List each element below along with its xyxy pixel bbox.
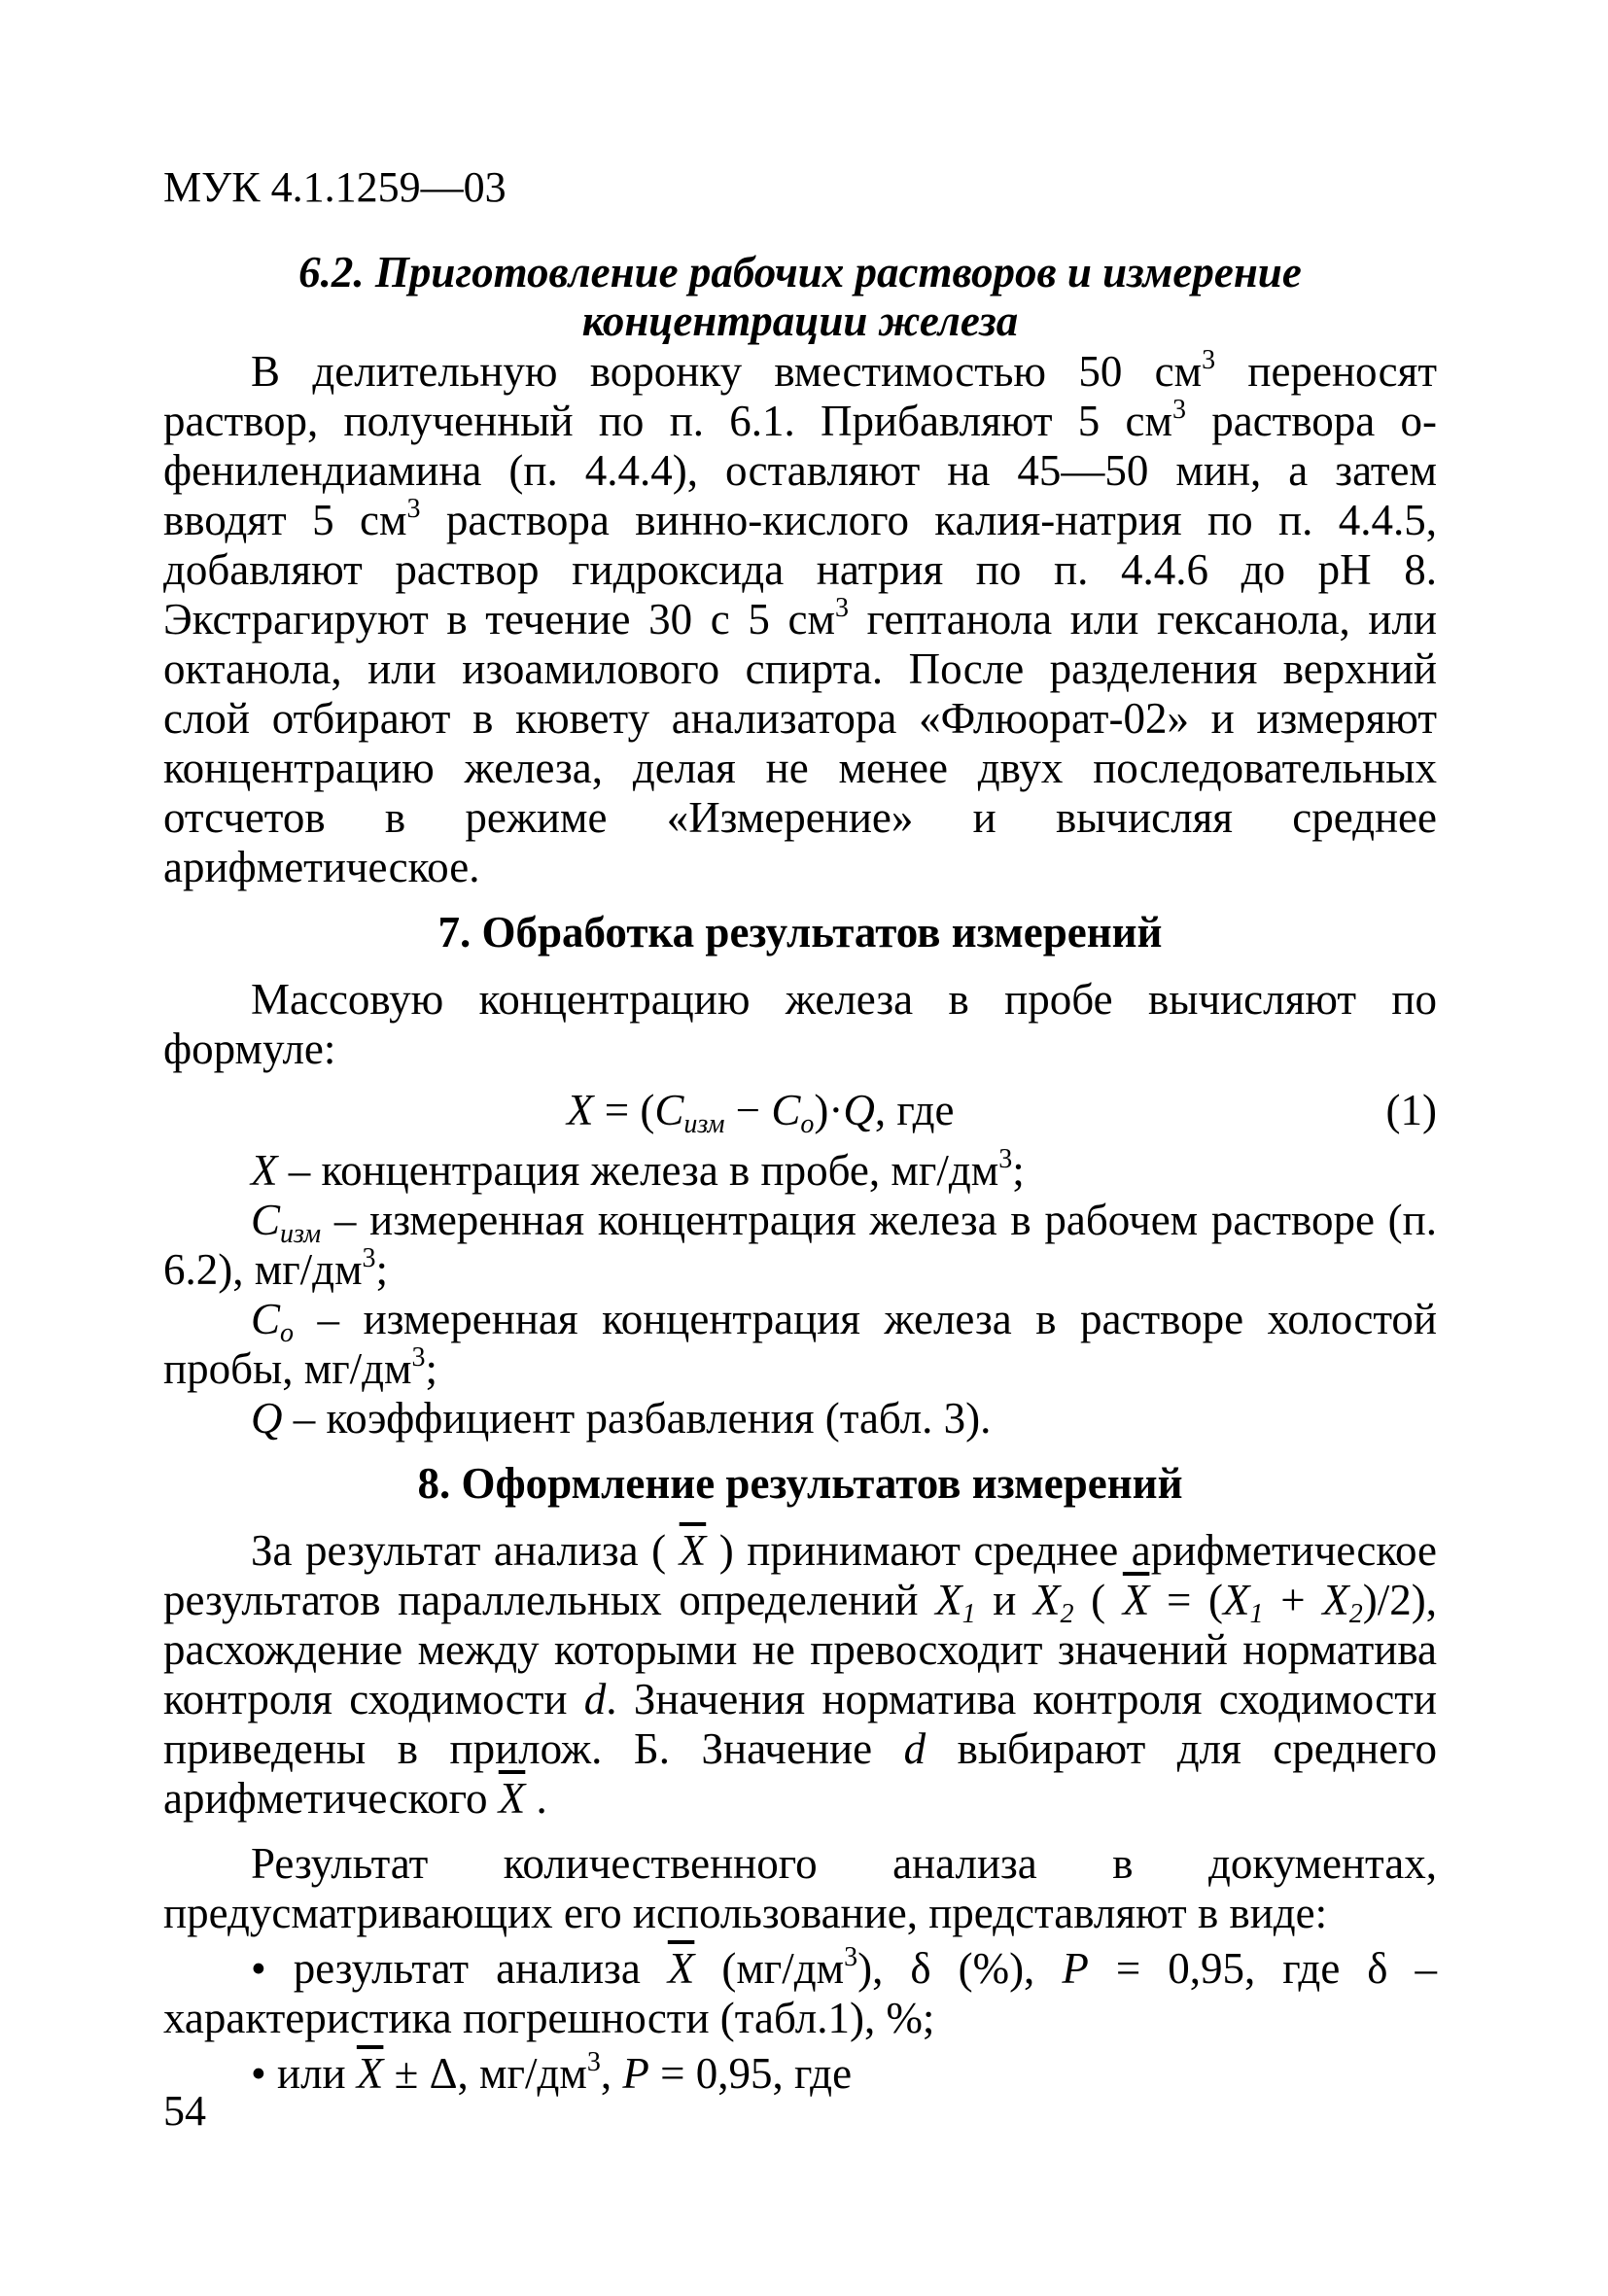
text-run: )· <box>814 1086 844 1134</box>
subscript: изм <box>280 1219 322 1249</box>
superscript: 3 <box>586 2047 601 2077</box>
superscript: 3 <box>362 1243 376 1273</box>
text-run: ; <box>375 1245 389 1294</box>
section-8-title: 8. Оформление результатов измерений <box>417 1459 1183 1508</box>
symbol-c0: C <box>771 1086 801 1134</box>
superscript: 3 <box>834 593 849 623</box>
text-run: • результат анализа <box>251 1944 668 1993</box>
text-run: ± Δ, мг/дм <box>383 2049 587 2098</box>
definition-c0 <box>163 1295 1437 1394</box>
section-6-2-title-line1: 6.2. Приготовление рабочих растворов и измерение <box>298 248 1302 296</box>
symbol-x1: X <box>935 1576 962 1624</box>
superscript: 3 <box>998 1144 1013 1174</box>
text-run: – коэффициент разбавления (табл. 3). <box>282 1394 992 1443</box>
definition-c-meas <box>163 1196 1437 1295</box>
symbol-x2: X <box>1033 1576 1061 1624</box>
symbol-d: d <box>903 1724 926 1773</box>
text-run: + <box>1263 1576 1323 1624</box>
text-run: ( <box>1073 1576 1123 1624</box>
subscript: 1 <box>961 1599 976 1629</box>
text-run: За результат анализа ( <box>251 1526 680 1575</box>
text-run: • или <box>251 2049 357 2098</box>
symbol-x-bar: $\overline{X}$ <box>667 1944 695 1993</box>
text-run: = ( <box>593 1086 655 1134</box>
subscript: o <box>800 1109 815 1139</box>
text-run: – концентрация железа в пробе, мг/дм <box>277 1146 999 1195</box>
superscript: 3 <box>406 494 421 524</box>
bullet-item-1 <box>163 1944 1437 2043</box>
subscript: изм <box>683 1109 725 1139</box>
text-run: В делительную воронку вместимостью 50 см <box>251 347 1203 396</box>
symbol-x: X <box>251 1146 278 1195</box>
text-run: . Значения норматива контроля сходимости приведены в прилож. Б. Значение <box>163 1675 1437 1773</box>
section-6-2-title-line2: концентрации железа <box>581 296 1019 345</box>
symbol-x2: X <box>1322 1576 1349 1624</box>
text-run: – измеренная концентрация железа в рабочем растворе (п. 6.2), мг/дм <box>163 1196 1437 1294</box>
text-run: ; <box>1012 1146 1025 1195</box>
symbol-d: d <box>583 1675 607 1723</box>
text-run: = ( <box>1149 1576 1224 1624</box>
text-run: ; <box>425 1344 438 1393</box>
symbol-p: P <box>1062 1944 1089 1993</box>
symbol-x-bar: $\overline{X}$ <box>1122 1576 1150 1624</box>
text-run: , где <box>874 1086 955 1134</box>
section-7-intro: Массовую концентрацию железа в пробе вычисляют по формуле: <box>163 975 1437 1073</box>
text-run: )/2), расхождение между которыми не превосходит значений норматива контроля сходимости <box>163 1576 1437 1723</box>
section-6-2-title <box>163 248 1437 345</box>
symbol-c-meas: C <box>251 1196 281 1244</box>
superscript: 3 <box>844 1942 858 1972</box>
text-run: – измеренная концентрация железа в растворе холостой пробы, мг/дм <box>163 1295 1437 1393</box>
superscript: 3 <box>1202 345 1216 375</box>
text-run: раствора о-фенилендиамина (п. 4.4.4), оставляют на 45—50 мин, а затем вводят 5 см <box>163 397 1437 544</box>
definition-q <box>163 1394 1437 1444</box>
symbol-q: Q <box>843 1086 875 1134</box>
text-run: ) принимают среднее арифметическое результатов параллельных определений <box>163 1526 1437 1624</box>
superscript: 3 <box>411 1342 426 1373</box>
symbol-c-meas: C <box>654 1086 684 1134</box>
superscript: 3 <box>1171 395 1186 425</box>
symbol-c0: C <box>251 1295 281 1343</box>
symbol-p: P <box>622 2049 649 2098</box>
section-8-paragraph-2: Результат количественного анализа в документах, предусматривающих его использование, представляют в виде: <box>163 1839 1437 1937</box>
text-run: и <box>975 1576 1034 1624</box>
formula-1 <box>163 1082 1437 1140</box>
text-run: гептанола или гексанола, или октанола, или изоамилового спирта. После разделения верхний слой отбирают в кювету анализатора «Флюорат-02» и измеряют концентрацию железа, делая не менее двух последовательных отсчетов в режиме «Измерение» и вычисляя среднее арифметическое. <box>163 595 1437 891</box>
text-run: (мг/дм <box>694 1944 845 1993</box>
section-7-title: 7. Обработка результатов измерений <box>437 908 1163 957</box>
equation-number: (1) <box>1385 1086 1437 1134</box>
symbol-x1: X <box>1223 1576 1250 1624</box>
subscript: o <box>280 1318 295 1348</box>
symbol-x-bar: $\overline{X}$ <box>679 1526 707 1575</box>
symbol-x: X <box>567 1086 594 1134</box>
page-number: 54 <box>163 2087 206 2135</box>
page-content <box>163 248 1437 2099</box>
subscript: 1 <box>1249 1599 1264 1629</box>
bullet-item-2 <box>163 2049 1437 2099</box>
section-8-paragraph-1 <box>163 1526 1437 1824</box>
symbol-q: Q <box>251 1394 283 1443</box>
symbol-x-bar: $\overline{X}$ <box>356 2049 384 2098</box>
formula-expression <box>567 1086 955 1139</box>
text-run: − <box>724 1086 772 1134</box>
symbol-x-bar: $\overline{X}$ <box>498 1774 526 1823</box>
text-run: , <box>600 2049 623 2098</box>
text-run: раствора винно-кислого калия-натрия по п. 4.4.5, добавляют раствор гидроксида натрия по п. 4.4.6 до pH 8. Экстрагируют в течение 30 с 5 см <box>163 496 1437 644</box>
document-code: МУК 4.1.1259—03 <box>163 163 507 211</box>
text-run: . <box>525 1774 547 1823</box>
text-run: = 0,95, где δ – характеристика погрешности (табл.1), %; <box>163 1944 1438 2042</box>
text-run: выбирают для среднего арифметического <box>163 1724 1437 1823</box>
definition-x <box>163 1146 1437 1196</box>
subscript: 2 <box>1348 1599 1363 1629</box>
text-run: = 0,95, где <box>648 2049 853 2098</box>
text-run: переносят раствор, полученный по п. 6.1. Прибавляют 5 см <box>163 347 1437 445</box>
section-6-2-paragraph <box>163 347 1437 892</box>
subscript: 2 <box>1060 1599 1074 1629</box>
text-run: ), δ (%), <box>857 1944 1063 1993</box>
